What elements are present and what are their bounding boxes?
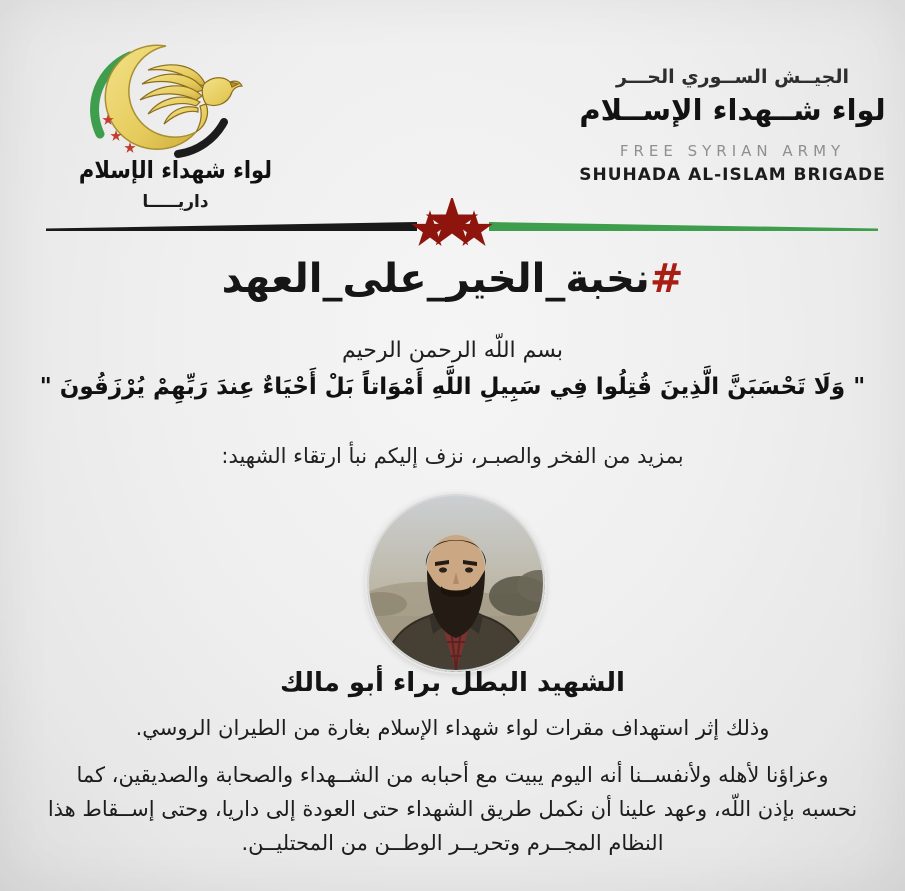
- divider-black-bar: [46, 222, 417, 231]
- star-icon: [464, 220, 483, 238]
- portrait-illustration: [367, 494, 545, 672]
- announcement-cause: وذلك إثر استهداف مقرات لواء شهداء الإسلام بغارة من الطيران الروسي.: [135, 716, 770, 740]
- campaign-hashtag: [0, 256, 905, 302]
- body-line: وعزاؤنا لأهله ولأنفســنا أنه اليوم يبيت مع أحبابه من الشــهداء والصحابة والصديقين، كما: [76, 763, 829, 787]
- announcement-intro: بمزيد من الفخر والصبـر، نزف إليكم نبأ ارتقاء الشهيد:: [221, 444, 684, 468]
- fsa-title-arabic: الجيــش الســوري الحـــر: [615, 66, 850, 88]
- divider-green-bar: [489, 222, 878, 231]
- flag-divider: [0, 198, 905, 254]
- body-line: نحسبه بإذن اللّه، وعهد علينا أن نكمل طريق الشهداء حتى العودة إلى داريا، وحتى إســقاط هذا: [47, 797, 858, 821]
- hashtag-text: نخبة_الخير_على_العهد: [221, 256, 650, 302]
- martyr-photo: [367, 494, 545, 672]
- star-icon: [439, 209, 466, 234]
- quran-verse: " وَلَا تَحْسَبَنَّ الَّذِينَ قُتِلُوا فِي سَبِيلِ اللَّهِ أَمْوَاتاً بَلْ أَحْيَاءٌ عِندَ رَبِّهِمْ يُرْزَقُونَ ": [39, 374, 866, 400]
- announcement-body: [40, 758, 865, 860]
- logo-city-name: داريـــــا: [142, 192, 209, 212]
- bismillah-text: بسم اللّه الرحمن الرحيم: [341, 338, 564, 363]
- body-line: النظام المجــرم وتحريــر الوطــن من المحتليــن.: [241, 831, 664, 855]
- org-title-block: [560, 64, 905, 185]
- logo-brigade-name: لواء شهداء الإسلام: [78, 156, 273, 184]
- hash-symbol: #: [649, 256, 684, 302]
- fsa-title-english: FREE SYRIAN ARMY: [619, 142, 846, 160]
- martyr-name-caption: الشهيد البطل براء أبو مالك: [280, 668, 625, 698]
- phoenix-crescent-icon: [78, 34, 273, 159]
- brigade-title-english: SHUHADA AL-ISLAM BRIGADE: [579, 165, 886, 185]
- star-icon: [420, 220, 439, 238]
- brigade-title-arabic: لواء شــهداء الإســلام: [579, 93, 886, 127]
